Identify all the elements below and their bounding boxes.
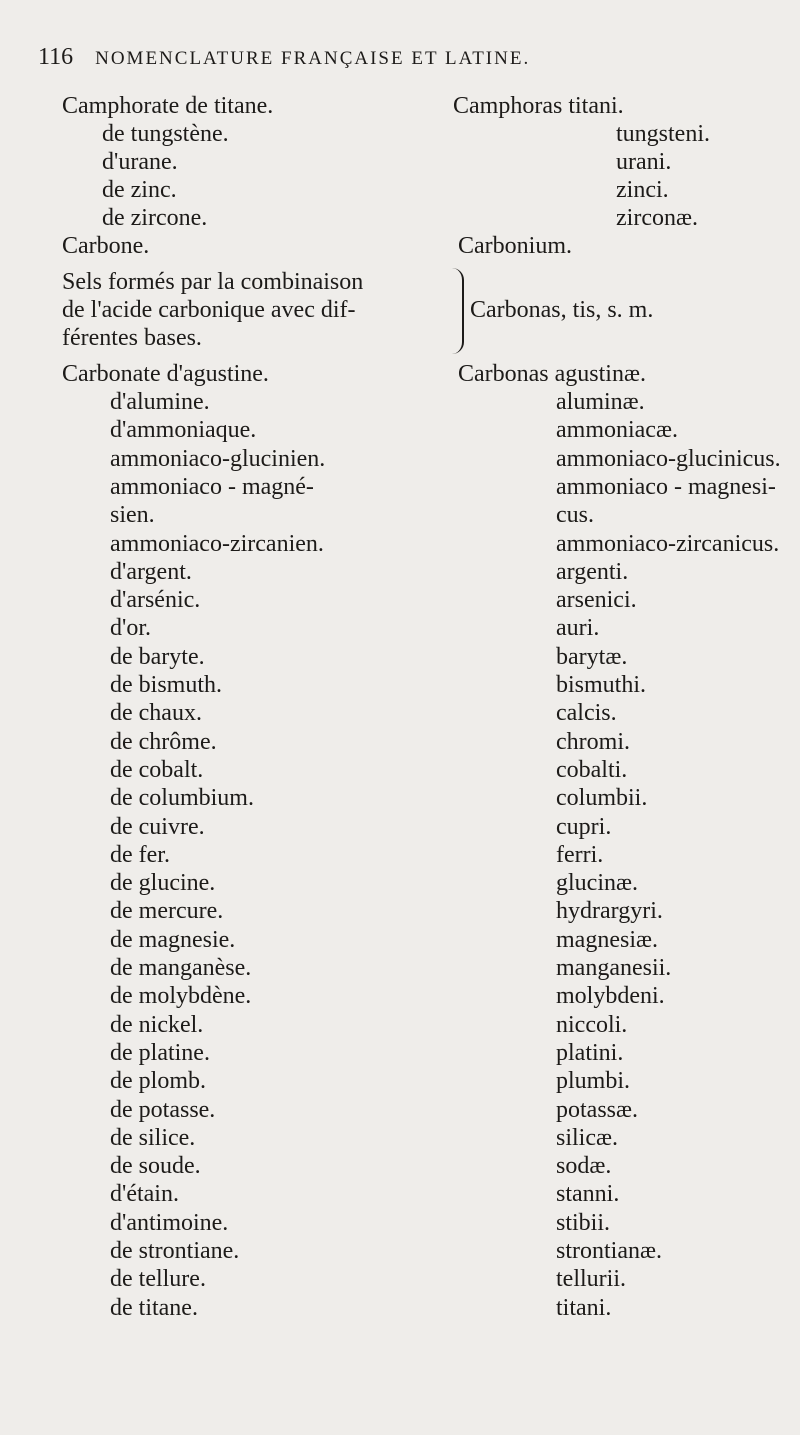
french-term: de platine. [110, 1040, 210, 1066]
latin-term: platini. [556, 1040, 624, 1066]
latin-term: titani. [556, 1295, 612, 1321]
latin-term: cus. [556, 502, 594, 528]
french-term: de baryte. [110, 644, 205, 670]
french-term: ammoniaco-zircanien. [110, 531, 324, 557]
latin-term: stibii. [556, 1210, 611, 1236]
latin-term: barytæ. [556, 644, 628, 670]
french-term: de zinc. [102, 177, 177, 203]
latin-term: Carbonium. [458, 233, 572, 259]
latin-term: chromi. [556, 729, 630, 755]
french-term: d'étain. [110, 1181, 179, 1207]
french-term: de columbium. [110, 785, 254, 811]
latin-term: ammoniacæ. [556, 417, 678, 443]
french-term: de soude. [110, 1153, 201, 1179]
latin-term: niccoli. [556, 1012, 628, 1038]
french-term: d'argent. [110, 559, 192, 585]
latin-term: ammoniaco - magnesi- [556, 474, 776, 500]
french-term: d'or. [110, 615, 151, 641]
latin-term: silicæ. [556, 1125, 619, 1151]
french-term: de cobalt. [110, 757, 204, 783]
latin-term: molybdeni. [556, 983, 665, 1009]
latin-term: plumbi. [556, 1068, 631, 1094]
latin-term: tellurii. [556, 1266, 626, 1292]
latin-term: ammoniaco-zircanicus. [556, 531, 780, 557]
french-term: d'alumine. [110, 389, 210, 415]
latin-term: ferri. [556, 842, 604, 868]
running-title: NOMENCLATURE FRANÇAISE ET LATINE. [95, 48, 531, 69]
latin-term: cobalti. [556, 757, 628, 783]
french-term: de chrôme. [110, 729, 217, 755]
latin-term: potassæ. [556, 1097, 639, 1123]
french-term: ammoniaco - magné- [110, 474, 314, 500]
french-term: d'urane. [102, 149, 178, 175]
latin-term: tungsteni. [616, 121, 710, 147]
french-term: Camphorate de titane. [62, 93, 274, 119]
latin-term: hydrargyri. [556, 898, 663, 924]
french-term: de l'acide carbonique avec dif- [62, 297, 356, 323]
grouping-brace [450, 268, 464, 354]
latin-term: zinci. [616, 177, 669, 203]
latin-term: ammoniaco-glucinicus. [556, 446, 781, 472]
latin-term: stanni. [556, 1181, 620, 1207]
latin-term: urani. [616, 149, 672, 175]
french-term: de chaux. [110, 700, 202, 726]
french-term: d'arsénic. [110, 587, 201, 613]
french-term: de plomb. [110, 1068, 206, 1094]
french-term: de zircone. [102, 205, 208, 231]
french-term: de manganèse. [110, 955, 252, 981]
french-term: de strontiane. [110, 1238, 240, 1264]
latin-term: aluminæ. [556, 389, 645, 415]
french-term: de potasse. [110, 1097, 216, 1123]
french-term: de mercure. [110, 898, 224, 924]
french-term: de nickel. [110, 1012, 204, 1038]
latin-term: auri. [556, 615, 600, 641]
french-term: de bismuth. [110, 672, 222, 698]
french-term: de molybdène. [110, 983, 252, 1009]
latin-term: magnesiæ. [556, 927, 658, 953]
french-term: férentes bases. [62, 325, 202, 351]
french-term: ammoniaco-glucinien. [110, 446, 326, 472]
latin-term: columbii. [556, 785, 648, 811]
latin-term: Carbonas, tis, s. m. [470, 297, 654, 323]
french-term: Carbone. [62, 233, 150, 259]
latin-term: sodæ. [556, 1153, 612, 1179]
french-term: de fer. [110, 842, 170, 868]
french-term: de magnesie. [110, 927, 236, 953]
french-term: Carbonate d'agustine. [62, 361, 269, 387]
page-number: 116 [38, 44, 74, 70]
latin-term: Carbonas agustinæ. [458, 361, 646, 387]
french-term: de tungstène. [102, 121, 229, 147]
latin-term: zirconæ. [616, 205, 698, 231]
latin-term: manganesii. [556, 955, 672, 981]
latin-term: calcis. [556, 700, 617, 726]
french-term: de titane. [110, 1295, 198, 1321]
french-term: sien. [110, 502, 155, 528]
latin-term: bismuthi. [556, 672, 647, 698]
latin-term: argenti. [556, 559, 629, 585]
latin-term: strontianæ. [556, 1238, 662, 1264]
latin-term: glucinæ. [556, 870, 638, 896]
french-term: de tellure. [110, 1266, 206, 1292]
french-term: d'antimoine. [110, 1210, 229, 1236]
latin-term: cupri. [556, 814, 612, 840]
running-header [38, 44, 768, 71]
french-term: de cuivre. [110, 814, 205, 840]
french-term: d'ammoniaque. [110, 417, 257, 443]
french-term: de silice. [110, 1125, 196, 1151]
french-term: Sels formés par la combinaison [62, 269, 364, 295]
latin-term: Camphoras titani. [453, 93, 624, 119]
french-term: de glucine. [110, 870, 216, 896]
latin-term: arsenici. [556, 587, 637, 613]
